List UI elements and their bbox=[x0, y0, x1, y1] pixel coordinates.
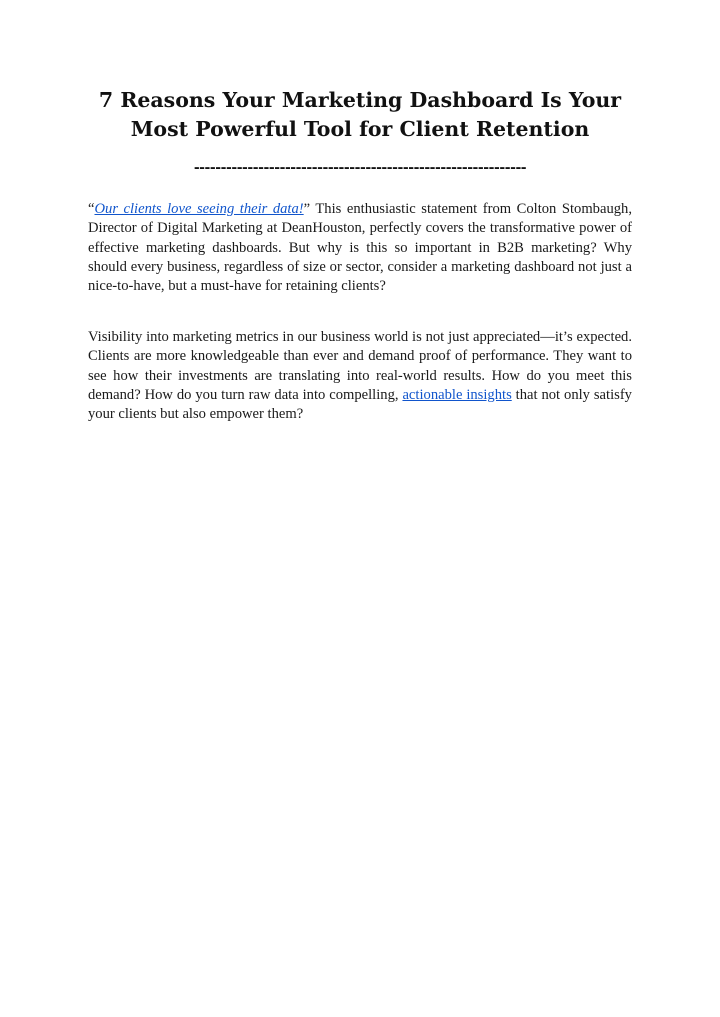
visibility-paragraph bbox=[88, 328, 632, 424]
visibility-paragraph-text: Visibility into marketing metrics in our business world is not just appreciated—it’s expected. Clients are more knowledgeable than ever and demand proof of performance. They want to see how their investments are translating into real-world results. How do you meet this demand? How do you turn raw data into compelling, bbox=[88, 329, 632, 403]
title-divider: -------------------------------------------------------------- bbox=[193, 160, 527, 176]
open-quote: “ bbox=[88, 201, 95, 217]
actionable-insights-link[interactable]: actionable insights bbox=[402, 386, 512, 403]
close-quote: ” bbox=[303, 201, 311, 217]
visibility-paragraph-text-end: that not only satisfy your clients but also empower them? bbox=[88, 386, 632, 423]
quote-link[interactable]: Our clients love seeing their data! bbox=[94, 201, 304, 217]
intro-paragraph bbox=[88, 200, 632, 296]
document-title: 7 Reasons Your Marketing Dashboard Is Your Most Powerful Tool for Client Retention bbox=[98, 88, 622, 141]
intro-paragraph-text: This enthusiastic statement from Colton Stombaugh, Director of Digital Marketing at DeanHouston, perfectly covers the transformative power of effective marketing dashboards. But why is this so important in B2B marketing? Why should every business, regardless of size or sector, consider a marketing dashboard not just a nice-to-have, but a must-have for retaining clients? bbox=[88, 201, 632, 295]
